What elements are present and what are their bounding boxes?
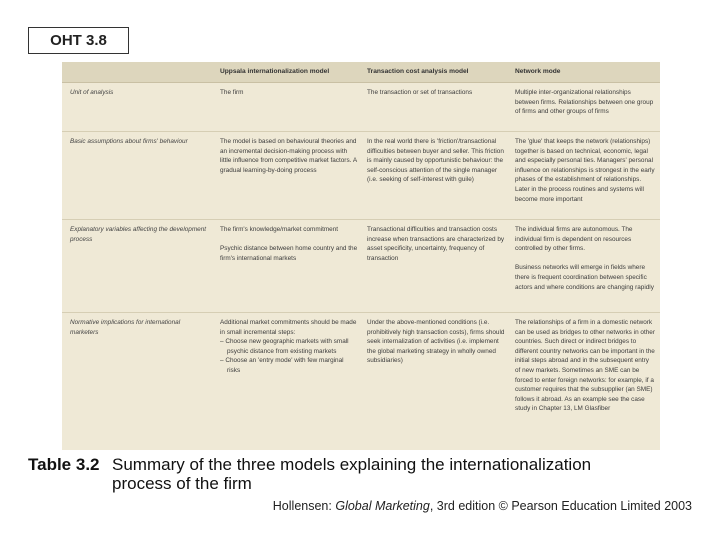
header-uppsala: Uppsala internationalization model — [220, 68, 330, 75]
header-transaction-cost: Transaction cost analysis model — [367, 68, 469, 75]
uppsala-cell: The firm — [220, 89, 244, 96]
summary-table — [62, 62, 660, 450]
uppsala-cell: The firm's knowledge/market commitment Psychic distance between home country and the firm's international markets — [220, 226, 358, 262]
table-row — [62, 220, 660, 313]
credit-author: Hollensen: — [272, 499, 332, 513]
caption-number: Table 3.2 — [28, 455, 100, 474]
list-item: – Choose new geographic markets with small psychic distance from existing markets — [220, 338, 349, 355]
header-network: Network mode — [515, 68, 561, 75]
cell-intro: Additional market commitments should be made in small incremental steps: — [220, 319, 357, 336]
transaction-cell: Transactional difficulties and transaction costs increase when transactions are characterized by asset specificity, uncertainty, frequency of transaction — [367, 226, 505, 262]
table-row — [62, 132, 660, 220]
table-header — [62, 62, 660, 83]
table-row — [62, 83, 660, 132]
transaction-cell: In the real world there is 'friction'/transactional difficulties between buyer and seller. This friction is mainly caused by opportunistic behaviour: the self-conscious attention of the single manager (i.e. seeking of self-interest with guile) — [367, 138, 504, 184]
source-credit — [273, 499, 692, 513]
row-label: Normative implications for international marketers — [70, 319, 181, 336]
row-label: Unit of analysis — [70, 89, 114, 96]
uppsala-cell — [220, 318, 358, 376]
bullet-list — [220, 337, 358, 375]
caption-line-2: process of the firm — [112, 474, 252, 493]
network-cell: The 'glue' that keeps the network (relationships) together is based on technical, economic, legal and especially personal ties. Managers' personal influence on relationships is strongest in the early phases of the establishment of relationships. Later in the process routines and systems will become more important — [515, 138, 655, 203]
row-label: Explanatory variables affecting the development process — [70, 226, 207, 243]
transaction-cell: The transaction or set of transactions — [367, 89, 473, 96]
table-row — [62, 313, 660, 450]
list-item: – Choose an 'entry mode' with few marginal risks — [220, 357, 344, 374]
network-cell: Multiple inter-organizational relationships between firms. Relationships between one group of firms and other groups of firms — [515, 89, 654, 116]
row-label: Basic assumptions about firms' behaviour — [70, 138, 188, 145]
transaction-cell: Under the above-mentioned conditions (i.e. prohibitively high transaction costs), firms should seek internalization of activities (i.e. implement the global marketing strategy in wholly owned subsidiaries) — [367, 319, 505, 365]
credit-edition: , 3rd edition © Pearson Education Limited 2003 — [429, 499, 692, 513]
uppsala-cell: The model is based on behavioural theories and an incremental decision-making process with little influence from competitive market factors. A gradual learning-by-doing process — [220, 138, 357, 174]
caption-line-1: Summary of the three models explaining the internationalization — [112, 455, 592, 474]
network-cell: The individual firms are autonomous. The individual firm is dependent on resources controlled by other firms. Business networks will emerge in fields where there is frequent coordination between specific actors and where conditions are changing rapidly — [515, 226, 654, 291]
slide-label: OHT 3.8 — [28, 27, 129, 54]
table-caption — [28, 455, 591, 493]
credit-book-title: Global Marketing — [335, 499, 430, 513]
network-cell: The relationships of a firm in a domestic network can be used as bridges to other networks in other countries. Such direct or indirect bridges to different country networks can be important in the initial steps abroad and in the subsequent entry of new markets. Sometimes an SME can be forced to enter foreign networks: for example, if a customer requires that the subsupplier (an SME) follows it abroad. As an example see the case study in Chapter 13, LM Glasfiber — [515, 319, 655, 413]
